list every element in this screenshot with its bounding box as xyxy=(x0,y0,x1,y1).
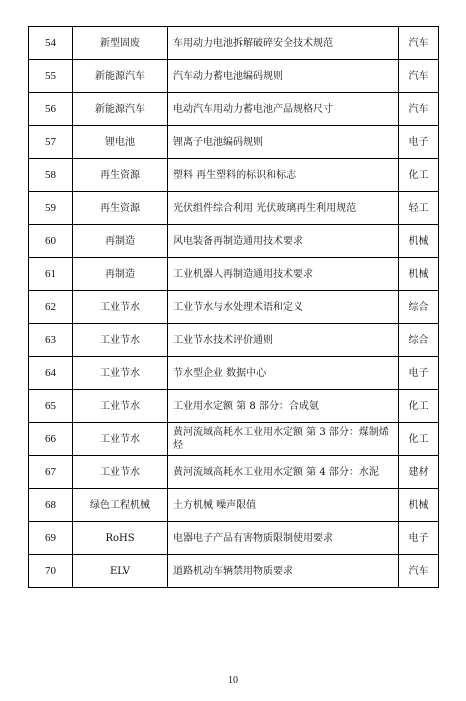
field-cell: 工业节水 xyxy=(73,324,168,357)
page-number: 10 xyxy=(228,675,238,686)
table-row xyxy=(29,489,439,522)
industry-cell: 综合 xyxy=(399,324,439,357)
row-number-cell: 60 xyxy=(29,225,73,258)
industry-cell: 建材 xyxy=(399,456,439,489)
table-row xyxy=(29,324,439,357)
table-row xyxy=(29,258,439,291)
industry-cell: 轻工 xyxy=(399,192,439,225)
industry-cell: 化工 xyxy=(399,390,439,423)
table-row xyxy=(29,357,439,390)
table-row xyxy=(29,192,439,225)
field-cell: 工业节水 xyxy=(73,456,168,489)
field-cell: 新能源汽车 xyxy=(73,60,168,93)
standard-title-cell: 工业节水与水处理术语和定义 xyxy=(168,291,399,324)
row-number-cell: 68 xyxy=(29,489,73,522)
industry-cell: 机械 xyxy=(399,225,439,258)
standard-title-cell: 风电装备再制造通用技术要求 xyxy=(168,225,399,258)
standard-title-cell: 电动汽车用动力蓄电池产品规格尺寸 xyxy=(168,93,399,126)
industry-cell: 化工 xyxy=(399,423,439,456)
table-row xyxy=(29,225,439,258)
industry-cell: 机械 xyxy=(399,258,439,291)
row-number-cell: 61 xyxy=(29,258,73,291)
table-row xyxy=(29,159,439,192)
field-cell: 再制造 xyxy=(73,258,168,291)
standard-title-cell: 工业用水定额 第 8 部分：合成氨 xyxy=(168,390,399,423)
field-cell: 再制造 xyxy=(73,225,168,258)
standard-title-cell: 电器电子产品有害物质限制使用要求 xyxy=(168,522,399,555)
standard-title-cell: 黄河流域高耗水工业用水定额 第 3 部分：煤制烯烃 xyxy=(168,423,399,456)
field-cell: 工业节水 xyxy=(73,357,168,390)
table-row xyxy=(29,291,439,324)
table-row xyxy=(29,126,439,159)
row-number-cell: 64 xyxy=(29,357,73,390)
standard-title-cell: 车用动力电池拆解破碎安全技术规范 xyxy=(168,27,399,60)
row-number-cell: 66 xyxy=(29,423,73,456)
industry-cell: 汽车 xyxy=(399,60,439,93)
field-cell: RoHS xyxy=(73,522,168,555)
industry-cell: 汽车 xyxy=(399,27,439,60)
standard-title-cell: 节水型企业 数据中心 xyxy=(168,357,399,390)
field-cell: 新型固废 xyxy=(73,27,168,60)
industry-cell: 综合 xyxy=(399,291,439,324)
row-number-cell: 65 xyxy=(29,390,73,423)
table-row xyxy=(29,555,439,588)
table-row xyxy=(29,60,439,93)
standard-title-cell: 锂离子电池编码规则 xyxy=(168,126,399,159)
row-number-cell: 54 xyxy=(29,27,73,60)
row-number-cell: 57 xyxy=(29,126,73,159)
table-row xyxy=(29,456,439,489)
standard-title-cell: 土方机械 噪声限值 xyxy=(168,489,399,522)
industry-cell: 机械 xyxy=(399,489,439,522)
industry-cell: 汽车 xyxy=(399,555,439,588)
table-row xyxy=(29,423,439,456)
field-cell: 锂电池 xyxy=(73,126,168,159)
row-number-cell: 55 xyxy=(29,60,73,93)
field-cell: 再生资源 xyxy=(73,159,168,192)
standard-title-cell: 光伏组件综合利用 光伏玻璃再生利用规范 xyxy=(168,192,399,225)
row-number-cell: 56 xyxy=(29,93,73,126)
standards-table-body xyxy=(29,27,439,588)
row-number-cell: 70 xyxy=(29,555,73,588)
table-row xyxy=(29,522,439,555)
standard-title-cell: 工业节水技术评价通则 xyxy=(168,324,399,357)
table-row xyxy=(29,27,439,60)
field-cell: 绿色工程机械 xyxy=(73,489,168,522)
industry-cell: 电子 xyxy=(399,522,439,555)
industry-cell: 汽车 xyxy=(399,93,439,126)
field-cell: 再生资源 xyxy=(73,192,168,225)
field-cell: 工业节水 xyxy=(73,291,168,324)
field-cell: 新能源汽车 xyxy=(73,93,168,126)
standard-title-cell: 道路机动车辆禁用物质要求 xyxy=(168,555,399,588)
row-number-cell: 59 xyxy=(29,192,73,225)
standard-title-cell: 汽车动力蓄电池编码规则 xyxy=(168,60,399,93)
field-cell: 工业节水 xyxy=(73,423,168,456)
row-number-cell: 69 xyxy=(29,522,73,555)
field-cell: ELV xyxy=(73,555,168,588)
industry-cell: 电子 xyxy=(399,126,439,159)
standard-title-cell: 工业机器人再制造通用技术要求 xyxy=(168,258,399,291)
field-cell: 工业节水 xyxy=(73,390,168,423)
row-number-cell: 58 xyxy=(29,159,73,192)
industry-cell: 化工 xyxy=(399,159,439,192)
standard-title-cell: 塑料 再生塑料的标识和标志 xyxy=(168,159,399,192)
row-number-cell: 67 xyxy=(29,456,73,489)
row-number-cell: 62 xyxy=(29,291,73,324)
row-number-cell: 63 xyxy=(29,324,73,357)
table-row xyxy=(29,93,439,126)
table-row xyxy=(29,390,439,423)
industry-cell: 电子 xyxy=(399,357,439,390)
standard-title-cell: 黄河流域高耗水工业用水定额 第 4 部分：水泥 xyxy=(168,456,399,489)
standards-table xyxy=(28,26,439,588)
